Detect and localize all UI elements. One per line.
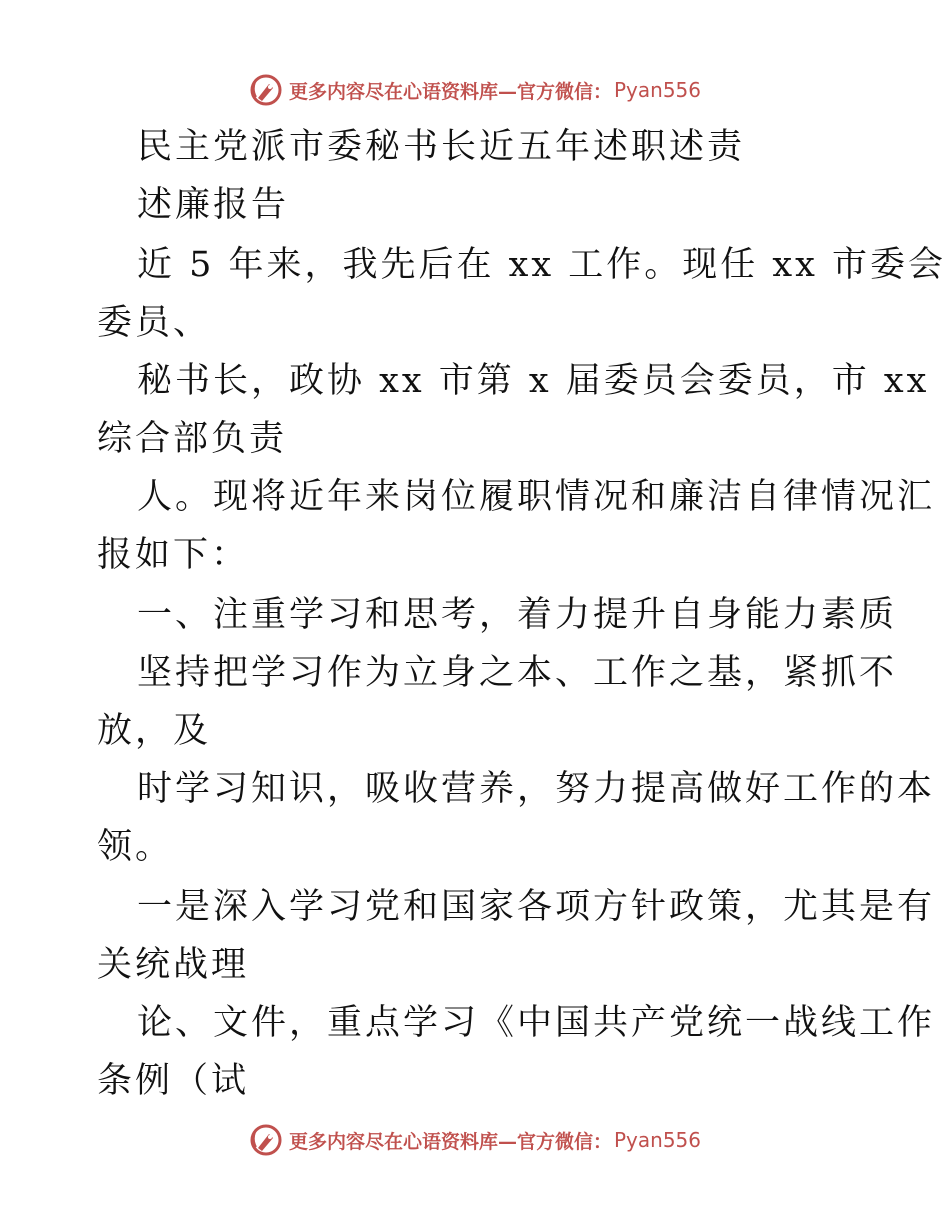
wechat-id: Pyan556 [614, 78, 702, 102]
document-title-line-1: 民主党派市委秘书长近五年述职述责 [137, 127, 746, 167]
paragraph-line: 条例（试 [97, 1061, 250, 1101]
paragraph-line: 一是深入学习党和国家各项方针政策，尤其是有 [137, 887, 936, 927]
paragraph-line: 时学习知识，吸收营养，努力提高做好工作的本 [137, 769, 936, 809]
document-title-line-2: 述廉报告 [137, 185, 290, 225]
wechat-id: Pyan556 [614, 1128, 702, 1152]
paragraph-line: 综合部负责 [97, 419, 288, 459]
footer-banner [0, 1120, 950, 1160]
paragraph-line: 放，及 [97, 711, 212, 751]
header-banner [0, 70, 950, 110]
section-heading-1: 一、注重学习和思考，着力提升自身能力素质 [137, 595, 898, 635]
paragraph-line: 坚持把学习作为立身之本、工作之基，紧抓不 [137, 653, 898, 693]
pen-nib-logo-icon [249, 73, 283, 107]
paragraph-line: 领。 [97, 827, 174, 867]
paragraph-line: 报如下： [97, 535, 250, 575]
promo-text: 更多内容尽在心语资料库—官方微信： [288, 1130, 612, 1153]
paragraph-line: 人。现将近年来岗位履职情况和廉洁自律情况汇 [137, 477, 936, 517]
paragraph-line: 秘书长，政协 xx 市第 x 届委员会委员，市 xx [137, 361, 930, 401]
pen-nib-logo-icon [249, 1123, 283, 1157]
paragraph-line: 关统战理 [97, 945, 250, 985]
promo-text: 更多内容尽在心语资料库—官方微信： [288, 80, 612, 103]
paragraph-line: 近 5 年来，我先后在 xx 工作。现任 xx 市委会 [137, 245, 946, 285]
paragraph-line: 论、文件，重点学习《中国共产党统一战线工作 [137, 1003, 936, 1043]
paragraph-line: 委员、 [97, 303, 212, 343]
